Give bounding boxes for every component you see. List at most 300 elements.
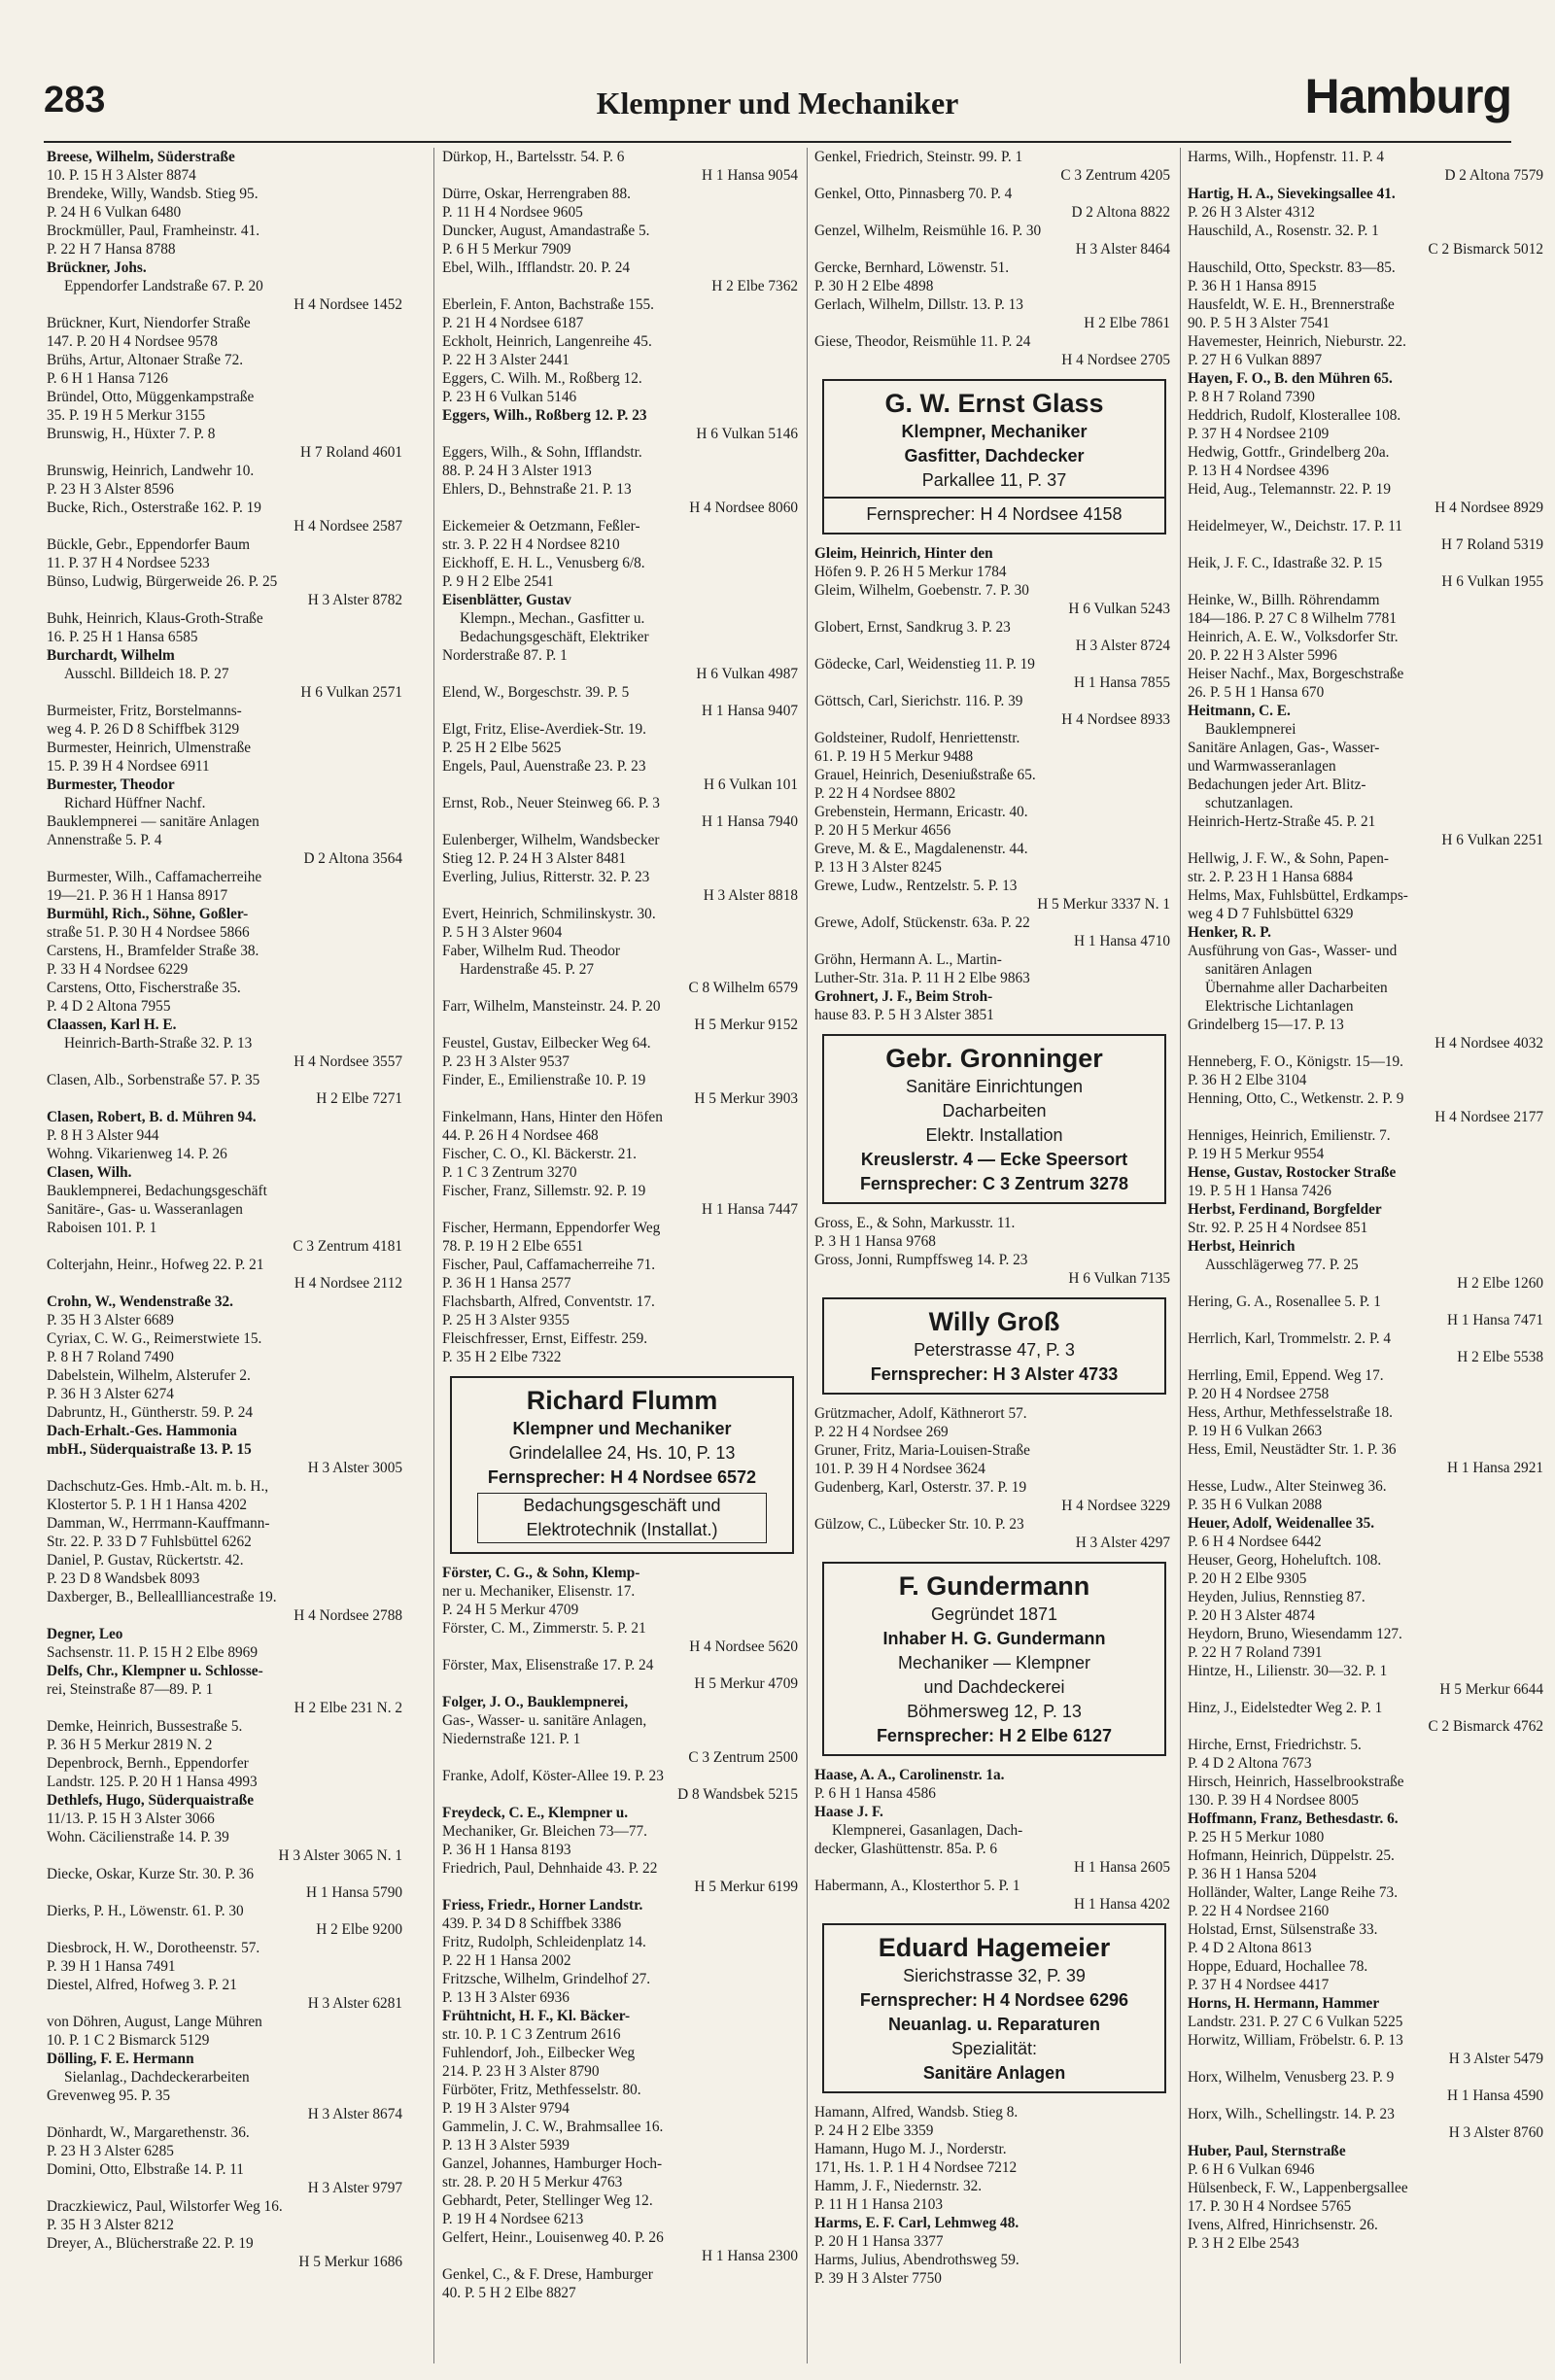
entry-line: H 3 Alster 4297: [1075, 1535, 1170, 1551]
entry-line: H 1 Hansa 4710: [1074, 933, 1170, 949]
entry-line: H 3 Alster 3065 N. 1: [278, 1847, 402, 1864]
entry-name-line: Herbst, Heinrich: [1188, 1238, 1296, 1255]
entry-name-line: Herbst, Ferdinand, Borgfelder: [1188, 1201, 1382, 1218]
entry-line: Hirsch, Heinrich, Hasselbrookstraße: [1188, 1774, 1404, 1790]
entry-line: 19. P. 5 H 1 Hansa 7426: [1188, 1183, 1331, 1199]
entry-line: und Warmwasseranlagen: [1188, 758, 1336, 775]
entry-line: Bedachungen jeder Art. Blitz-: [1188, 776, 1366, 793]
entry-line: H 7 Roland 4601: [300, 444, 402, 461]
entry-line: C 2 Bismarck 4762: [1428, 1718, 1543, 1735]
entry-line: H 6 Vulkan 7135: [1068, 1270, 1170, 1287]
entry-line: Horx, Wilh., Schellingstr. 14. P. 23: [1188, 2106, 1395, 2122]
entry-line: H 3 Alster 5479: [1448, 2051, 1543, 2067]
entry-line: Hofmann, Heinrich, Düppelstr. 25.: [1188, 1847, 1395, 1864]
entry-line: schutzanlagen.: [1205, 795, 1294, 811]
entry-line: P. 39 H 1 Hansa 7491: [47, 1958, 176, 1975]
entry-line: Annenstraße 5. P. 4: [47, 832, 162, 848]
entry-line: Eckholt, Heinrich, Langenreihe 45.: [442, 333, 652, 350]
advertisement-box: [822, 1923, 1166, 2093]
entry-line: Stieg 12. P. 24 H 3 Alster 8481: [442, 850, 627, 867]
entry-name-line: Burchardt, Wilhelm: [47, 647, 175, 664]
entry-line: Fritzsche, Wilhelm, Grindelhof 27.: [442, 1971, 651, 1987]
entry-line: H 3 Alster 6281: [307, 1995, 402, 2012]
entry-line: P. 36 H 5 Merkur 2819 N. 2: [47, 1737, 213, 1753]
entry-line: P. 20 H 5 Merkur 4656: [814, 822, 951, 839]
ad-line: Neuanlag. u. Reparaturen: [887, 2015, 1101, 2034]
entry-line: 17. P. 30 H 4 Nordsee 5765: [1188, 2198, 1352, 2215]
entry-line: H 4 Nordsee 1452: [294, 296, 402, 313]
entry-line: P. 27 H 6 Vulkan 8897: [1188, 352, 1323, 368]
entry-line: 16. P. 25 H 1 Hansa 6585: [47, 629, 198, 645]
entry-line: C 3 Zentrum 4205: [1060, 167, 1170, 184]
entry-line: Everling, Julius, Ritterstr. 32. P. 23: [442, 869, 650, 885]
entry-line: 19—21. P. 36 H 1 Hansa 8917: [47, 887, 228, 904]
entry-line: Raboisen 101. P. 1: [47, 1220, 157, 1236]
column-3: [814, 148, 1174, 2373]
entry-line: Evert, Heinrich, Schmilinskystr. 30.: [442, 906, 656, 922]
entry-line: P. 19 H 6 Vulkan 2663: [1188, 1423, 1323, 1439]
entry-line: Genkel, C., & F. Drese, Hamburger: [442, 2266, 653, 2283]
entry-line: Diesbrock, H. W., Dorotheenstr. 57.: [47, 1940, 260, 1956]
entry-name-line: Burmühl, Rich., Söhne, Goßler-: [47, 906, 249, 922]
entry-line: H 1 Hansa 7447: [702, 1201, 798, 1218]
entry-line: H 6 Vulkan 2251: [1441, 832, 1543, 848]
entry-line: Harms, Julius, Abendrothsweg 59.: [814, 2252, 1019, 2268]
entry-line: Giese, Theodor, Reismühle 11. P. 24: [814, 333, 1031, 350]
entry-line: P. 8 H 7 Roland 7390: [1188, 389, 1315, 405]
entry-line: H 3 Alster 8674: [307, 2106, 402, 2122]
advertisement-box: [822, 1562, 1166, 1756]
entry-line: H 4 Nordsee 2112: [294, 1275, 402, 1292]
entry-line: P. 24 H 5 Merkur 4709: [442, 1602, 579, 1618]
entry-line: 10. P. 15 H 3 Alster 8874: [47, 167, 196, 184]
entry-line: Depenbrock, Bernh., Eppendorfer: [47, 1755, 249, 1772]
entry-line: Herrlich, Karl, Trommelstr. 2. P. 4: [1188, 1330, 1392, 1347]
entry-line: H 5 Merkur 6199: [694, 1879, 798, 1895]
entry-line: P. 20 H 3 Alster 4874: [1188, 1607, 1315, 1624]
entry-line: str. 3. P. 22 H 4 Nordsee 8210: [442, 536, 620, 553]
entry-line: H 1 Hansa 2300: [702, 2248, 798, 2264]
entry-line: Damman, W., Herrmann-Kauffmann-: [47, 1515, 270, 1532]
column-divider: [433, 148, 434, 2363]
ad-title: Gebr. Gronninger: [885, 1044, 1103, 1073]
entry-line: P. 39 H 3 Alster 7750: [814, 2270, 942, 2287]
entry-line: Hülsenbeck, F. W., Lappenbergsallee: [1188, 2180, 1408, 2196]
ad-line: Spezialität:: [950, 2039, 1038, 2058]
ad-line: und Dachdeckerei: [923, 1677, 1065, 1697]
entry-line: Elend, W., Borgeschstr. 39. P. 5: [442, 684, 630, 701]
entry-line: 26. P. 5 H 1 Hansa 670: [1188, 684, 1325, 701]
entry-line: Dreyer, A., Blücherstraße 22. P. 19: [47, 2235, 254, 2252]
entry-line: P. 20 H 2 Elbe 9305: [1188, 1570, 1307, 1587]
entry-line: Helms, Max, Fuhlsbüttel, Erdkamps-: [1188, 887, 1408, 904]
entry-line: Finkelmann, Hans, Hinter den Höfen: [442, 1109, 663, 1125]
entry-line: Genkel, Otto, Pinnasberg 70. P. 4: [814, 186, 1013, 202]
entry-line: 10. P. 1 C 2 Bismarck 5129: [47, 2032, 210, 2049]
entry-line: Sachsenstr. 11. P. 15 H 2 Elbe 8969: [47, 1644, 258, 1661]
entry-line: P. 19 H 4 Nordsee 6213: [442, 2211, 584, 2227]
entry-line: P. 8 H 3 Alster 944: [47, 1127, 159, 1144]
entry-line: Fischer, Hermann, Eppendorfer Weg: [442, 1220, 661, 1236]
entry-name-line: Clasen, Robert, B. d. Mühren 94.: [47, 1109, 257, 1125]
entry-line: Friedrich, Paul, Dehnhaide 43. P. 22: [442, 1860, 658, 1877]
entry-line: Dürre, Oskar, Herrengraben 88.: [442, 186, 631, 202]
entry-line: Bauklempnerei: [1205, 721, 1296, 738]
entry-line: P. 13 H 3 Alster 5939: [442, 2137, 570, 2154]
entry-line: Dönhardt, W., Margarethenstr. 36.: [47, 2124, 250, 2141]
entry-name-line: Dach-Erhalt.-Ges. Hammonia: [47, 1423, 237, 1439]
entry-line: Heydorn, Bruno, Wiesendamm 127.: [1188, 1626, 1402, 1642]
entry-line: Hedwig, Gottfr., Grindelberg 20a.: [1188, 444, 1390, 461]
ad-line: Elektrotechnik (Installat.): [526, 1520, 718, 1539]
ad-line: Gasfitter, Dachdecker: [904, 446, 1085, 466]
entry-line: sanitären Anlagen: [1205, 961, 1313, 978]
entry-line: Luther-Str. 31a. P. 11 H 2 Elbe 9863: [814, 970, 1030, 986]
entry-name-line: Hayen, F. O., B. den Mühren 65.: [1188, 370, 1393, 387]
entry-line: P. 4 D 2 Altona 8613: [1188, 1940, 1312, 1956]
entry-line: Mechaniker, Gr. Bleichen 73—77.: [442, 1823, 647, 1840]
entry-line: Bauklempnerei, Bedachungsgeschäft: [47, 1183, 267, 1199]
entry-line: Holstad, Ernst, Sülsenstraße 33.: [1188, 1921, 1378, 1938]
entry-line: P. 35 H 6 Vulkan 2088: [1188, 1497, 1323, 1513]
entry-name-line: Gleim, Heinrich, Hinter den: [814, 545, 993, 562]
entry-line: Landstr. 125. P. 20 H 1 Hansa 4993: [47, 1774, 258, 1790]
entry-line: H 2 Elbe 1260: [1457, 1275, 1543, 1292]
entry-line: P. 23 H 3 Alster 8596: [47, 481, 174, 498]
entry-line: P. 22 H 7 Roland 7391: [1188, 1644, 1323, 1661]
entry-line: Hauschild, A., Rosenstr. 32. P. 1: [1188, 223, 1379, 239]
entry-line: H 6 Vulkan 2571: [300, 684, 402, 701]
entry-line: P. 30 H 2 Elbe 4898: [814, 278, 934, 294]
entry-line: P. 4 D 2 Altona 7673: [1188, 1755, 1312, 1772]
entry-line: H 6 Vulkan 5146: [696, 426, 798, 442]
entry-name-line: Heitmann, C. E.: [1188, 703, 1291, 719]
entry-line: Heik, J. F. C., Idastraße 32. P. 15: [1188, 555, 1383, 571]
entry-line: 147. P. 20 H 4 Nordsee 9578: [47, 333, 218, 350]
entry-line: P. 37 H 4 Nordsee 4417: [1188, 1977, 1330, 1993]
header-rule: [44, 141, 1511, 143]
column-2: [442, 148, 802, 2373]
page-header: [44, 68, 1511, 136]
entry-line: Grindelberg 15—17. P. 13: [1188, 1017, 1344, 1033]
entry-line: Gas-, Wasser- u. sanitäre Anlagen,: [442, 1712, 647, 1729]
entry-line: H 5 Merkur 9152: [694, 1017, 798, 1033]
entry-name-line: Eisenblätter, Gustav: [442, 592, 571, 608]
entry-line: P. 20 H 4 Nordsee 2758: [1188, 1386, 1330, 1402]
entry-line: Bründel, Otto, Müggenkampstraße: [47, 389, 255, 405]
entry-line: P. 11 H 4 Nordsee 9605: [442, 204, 583, 221]
entry-line: P. 25 H 3 Alster 9355: [442, 1312, 570, 1328]
entry-line: Brunswig, Heinrich, Landwehr 10.: [47, 463, 255, 479]
entry-line: Burmester, Wilh., Caffamacherreihe: [47, 869, 262, 885]
entry-name-line: Claassen, Karl H. E.: [47, 1017, 177, 1033]
ad-line: Fernsprecher: C 3 Zentrum 3278: [859, 1174, 1129, 1193]
entry-line: Heinke, W., Billh. Röhrendamm: [1188, 592, 1380, 608]
ad-line: Inhaber H. G. Gundermann: [882, 1629, 1106, 1648]
entry-line: P. 22 H 4 Nordsee 8802: [814, 785, 956, 802]
entry-line: Ausschl. Billdeich 18. P. 27: [64, 666, 229, 682]
entry-line: Hellwig, J. F. W., & Sohn, Papen-: [1188, 850, 1389, 867]
entry-line: Hamann, Hugo M. J., Norderstr.: [814, 2141, 1007, 2157]
entry-line: Hintze, H., Lilienstr. 30—32. P. 1: [1188, 1663, 1388, 1679]
entry-line: Norderstraße 87. P. 1: [442, 647, 568, 664]
entry-line: Grauel, Heinrich, Deseniußstraße 65.: [814, 767, 1036, 783]
entry-line: Gammelin, J. C. W., Brahmsallee 16.: [442, 2119, 664, 2135]
entry-line: Ehlers, D., Behnstraße 21. P. 13: [442, 481, 632, 498]
ad-title: G. W. Ernst Glass: [884, 389, 1104, 418]
entry-line: Grützmacher, Adolf, Käthnerort 57.: [814, 1405, 1027, 1422]
entry-line: Hess, Arthur, Methfesselstraße 18.: [1188, 1404, 1393, 1421]
entry-line: Dierks, P. H., Löwenstr. 61. P. 30: [47, 1903, 244, 1919]
entry-line: H 4 Nordsee 3557: [294, 1053, 402, 1070]
entry-line: Eickemeier & Oetzmann, Feßler-: [442, 518, 640, 535]
entry-line: Faber, Wilhelm Rud. Theodor: [442, 943, 621, 959]
entry-line: Herrling, Emil, Eppend. Weg 17.: [1188, 1367, 1384, 1384]
entry-name-line: Breese, Wilhelm, Süderstraße: [47, 149, 235, 165]
entry-line: D 2 Altona 8822: [1071, 204, 1170, 221]
advertisement-box: [822, 1034, 1166, 1204]
entry-line: Elgt, Fritz, Elise-Averdiek-Str. 19.: [442, 721, 647, 738]
ad-line: Peterstrasse 47, P. 3: [914, 1340, 1075, 1360]
entry-line: Cyriax, C. W. G., Reimerstwiete 15.: [47, 1330, 262, 1347]
entry-name-line: Dethlefs, Hugo, Süderquaistraße: [47, 1792, 255, 1809]
entry-line: H 1 Hansa 4590: [1447, 2087, 1543, 2104]
entry-line: Fischer, C. O., Kl. Bäckerstr. 21.: [442, 1146, 637, 1162]
ad-line: Elektr. Installation: [925, 1125, 1063, 1145]
entry-line: P. 6 H 5 Merkur 7909: [442, 241, 571, 258]
entry-line: Gödecke, Carl, Weidenstieg 11. P. 19: [814, 656, 1035, 673]
entry-line: P. 26 H 3 Alster 4312: [1188, 204, 1315, 221]
entry-line: Richard Hüffner Nachf.: [64, 795, 206, 811]
entry-line: P. 36 H 3 Alster 6274: [47, 1386, 174, 1402]
entry-line: Clasen, Alb., Sorbenstraße 57. P. 35: [47, 1072, 260, 1088]
ad-line: Parkallee 11, P. 37: [921, 470, 1067, 490]
entry-name-line: Haase J. F.: [814, 1804, 883, 1820]
entry-line: P. 35 H 3 Alster 6689: [47, 1312, 174, 1328]
entry-name-line: Harms, E. F. Carl, Lehmweg 48.: [814, 2215, 1019, 2231]
entry-line: Hoppe, Eduard, Hochallee 78.: [1188, 1958, 1368, 1975]
ad-line: Klempner, Mechaniker: [901, 422, 1088, 441]
entry-line: Hausfeldt, W. E. H., Brennerstraße: [1188, 296, 1395, 313]
entry-line: P. 3 H 2 Elbe 2543: [1188, 2235, 1299, 2252]
entry-name-line: Delfs, Chr., Klempner u. Schlosse-: [47, 1663, 263, 1679]
entry-line: H 4 Nordsee 4032: [1434, 1035, 1543, 1052]
entry-line: P. 19 H 5 Merkur 9554: [1188, 1146, 1325, 1162]
entry-line: Grewe, Adolf, Stückenstr. 63a. P. 22: [814, 914, 1030, 931]
entry-line: 101. P. 39 H 4 Nordsee 3624: [814, 1461, 985, 1477]
entry-line: decker, Glashüttenstr. 85a. P. 6: [814, 1841, 998, 1857]
entry-name-line: Clasen, Wilh.: [47, 1164, 132, 1181]
entry-line: P. 1 C 3 Zentrum 3270: [442, 1164, 577, 1181]
entry-line: Str. 22. P. 33 D 7 Fuhlsbüttel 6262: [47, 1534, 252, 1550]
entry-line: P. 36 H 1 Hansa 5204: [1188, 1866, 1317, 1882]
ad-line: Sierichstrasse 32, P. 39: [903, 1966, 1086, 1985]
entry-line: hause 83. P. 5 H 3 Alster 3851: [814, 1007, 994, 1023]
entry-line: Fleischfresser, Ernst, Eiffestr. 259.: [442, 1330, 648, 1347]
entry-line: H 2 Elbe 5538: [1457, 1349, 1543, 1365]
entry-line: 20. P. 22 H 3 Alster 5996: [1188, 647, 1337, 664]
entry-name-line: Horns, H. Hermann, Hammer: [1188, 1995, 1380, 2012]
entry-line: H 1 Hansa 9054: [702, 167, 798, 184]
entry-line: P. 20 H 1 Hansa 3377: [814, 2233, 944, 2250]
entry-line: Ernst, Rob., Neuer Steinweg 66. P. 3: [442, 795, 660, 811]
advertisement-box: [450, 1376, 794, 1554]
entry-line: H 1 Hansa 9407: [702, 703, 798, 719]
entry-line: Eickhoff, E. H. L., Venusberg 6/8.: [442, 555, 645, 571]
ad-line: Sanitäre Anlagen: [922, 2063, 1066, 2083]
entry-line: 214. P. 23 H 3 Alster 8790: [442, 2063, 600, 2080]
ad-line: Fernsprecher: H 4 Nordsee 6296: [859, 1990, 1129, 2010]
entry-line: Sanitäre Anlagen, Gas-, Wasser-: [1188, 740, 1380, 756]
entry-line: H 3 Alster 8724: [1075, 638, 1170, 654]
entry-line: H 6 Vulkan 4987: [696, 666, 798, 682]
entry-line: 11/13. P. 15 H 3 Alster 3066: [47, 1811, 215, 1827]
entry-line: P. 22 H 3 Alster 2441: [442, 352, 570, 368]
entry-line: H 3 Alster 8818: [703, 887, 798, 904]
entry-line: H 4 Nordsee 8933: [1061, 711, 1170, 728]
entry-line: P. 22 H 4 Nordsee 269: [814, 1424, 949, 1440]
entry-line: P. 9 H 2 Elbe 2541: [442, 573, 554, 590]
entry-line: Gross, Jonni, Rumpffsweg 14. P. 23: [814, 1252, 1028, 1268]
entry-line: P. 24 H 6 Vulkan 6480: [47, 204, 182, 221]
entry-line: weg 4 D 7 Fuhlsbüttel 6329: [1188, 906, 1354, 922]
entry-line: Hamann, Alfred, Wandsb. Stieg 8.: [814, 2104, 1019, 2121]
entry-line: Hess, Emil, Neustädter Str. 1. P. 36: [1188, 1441, 1397, 1458]
entry-line: Hesse, Ludw., Alter Steinweg 36.: [1188, 1478, 1387, 1495]
entry-line: H 4 Nordsee 8060: [689, 500, 798, 516]
entry-line: H 1 Hansa 5790: [306, 1884, 402, 1901]
entry-line: Hering, G. A., Rosenallee 5. P. 1: [1188, 1293, 1381, 1310]
ad-line: Kreuslerstr. 4 — Ecke Speersort: [860, 1150, 1128, 1169]
entry-line: str. 2. P. 23 H 1 Hansa 6884: [1188, 869, 1353, 885]
entry-line: Eppendorfer Landstraße 67. P. 20: [64, 278, 263, 294]
entry-line: P. 3 H 1 Hansa 9768: [814, 1233, 936, 1250]
entry-line: Farr, Wilhelm, Mansteinstr. 24. P. 20: [442, 998, 661, 1015]
entry-line: Höfen 9. P. 26 H 5 Merkur 1784: [814, 564, 1007, 580]
entry-name-line: Freydeck, C. E., Klempner u.: [442, 1805, 629, 1821]
entry-line: 35. P. 19 H 5 Merkur 3155: [47, 407, 206, 424]
ad-title: Willy Groß: [928, 1307, 1060, 1336]
entry-name-line: Hense, Gustav, Rostocker Straße: [1188, 1164, 1397, 1181]
entry-line: Grewe, Ludw., Rentzelstr. 5. P. 13: [814, 878, 1018, 894]
entry-line: Habermann, A., Klosterthor 5. P. 1: [814, 1878, 1020, 1894]
entry-line: H 2 Elbe 7271: [316, 1090, 402, 1107]
entry-line: Göttsch, Carl, Sierichstr. 116. P. 39: [814, 693, 1023, 709]
ad-line: Mechaniker — Klempner: [897, 1653, 1091, 1673]
entry-line: 61. P. 19 H 5 Merkur 9488: [814, 748, 974, 765]
entry-line: P. 37 H 4 Nordsee 2109: [1188, 426, 1330, 442]
entry-line: C 3 Zentrum 2500: [688, 1749, 798, 1766]
page-title: Klempner und Mechaniker: [596, 86, 959, 121]
entry-line: 88. P. 24 H 3 Alster 1913: [442, 463, 592, 479]
ad-title: Richard Flumm: [526, 1386, 718, 1415]
entry-line: Eggers, Wilh., & Sohn, Ifflandstr.: [442, 444, 642, 461]
entry-line: D 8 Wandsbek 5215: [677, 1786, 798, 1803]
entry-line: Diestel, Alfred, Hofweg 3. P. 21: [47, 1977, 237, 1993]
entry-line: H 2 Elbe 9200: [316, 1921, 402, 1938]
ad-line: Dacharbeiten: [942, 1101, 1047, 1121]
ad-line: Bedachungsgeschäft und: [523, 1496, 721, 1515]
entry-line: P. 24 H 2 Elbe 3359: [814, 2122, 934, 2139]
entry-line: Colterjahn, Heinr., Hofweg 22. P. 21: [47, 1257, 264, 1273]
entry-line: P. 22 H 7 Hansa 8788: [47, 241, 176, 258]
entry-line: Heidelmeyer, W., Deichstr. 17. P. 11: [1188, 518, 1403, 535]
ad-line: Böhmersweg 12, P. 13: [907, 1702, 1082, 1721]
entry-line: Heuser, Georg, Hoheluftch. 108.: [1188, 1552, 1382, 1569]
column-4: [1188, 148, 1547, 2373]
entry-line: P. 35 H 2 Elbe 7322: [442, 1349, 562, 1365]
entry-line: Demke, Heinrich, Bussestraße 5.: [47, 1718, 243, 1735]
entry-line: Gerlach, Wilhelm, Dillstr. 13. P. 13: [814, 296, 1023, 313]
entry-line: Henneberg, F. O., Königstr. 15—19.: [1188, 1053, 1403, 1070]
entry-line: Brückner, Kurt, Niendorfer Straße: [47, 315, 251, 331]
entry-line: Dürkop, H., Bartelsstr. 54. P. 6: [442, 149, 625, 165]
entry-line: 40. P. 5 H 2 Elbe 8827: [442, 2285, 576, 2301]
entry-line: Daxberger, B., Belleallliancestraße 19.: [47, 1589, 277, 1605]
ad-line: Sanitäre Einrichtungen: [905, 1077, 1084, 1096]
entry-line: Grebenstein, Hermann, Ericastr. 40.: [814, 804, 1028, 820]
entry-line: P. 13 H 4 Nordsee 4396: [1188, 463, 1330, 479]
entry-name-line: Hoffmann, Franz, Bethesdastr. 6.: [1188, 1811, 1399, 1827]
city-heading: Hamburg: [1304, 69, 1511, 123]
ad-title: F. Gundermann: [898, 1571, 1090, 1601]
entry-line: Greve, M. & E., Magdalenenstr. 44.: [814, 841, 1028, 857]
entry-line: H 3 Alster 8760: [1448, 2124, 1543, 2141]
entry-line: H 1 Hansa 7855: [1074, 674, 1170, 691]
entry-line: Wohn. Cäcilienstraße 14. P. 39: [47, 1829, 229, 1845]
entry-line: Heinrich, A. E. W., Volksdorfer Str.: [1188, 629, 1399, 645]
entry-line: H 3 Alster 3005: [307, 1460, 402, 1476]
entry-line: P. 25 H 5 Merkur 1080: [1188, 1829, 1325, 1845]
entry-line: H 4 Nordsee 3229: [1061, 1498, 1170, 1514]
entry-name-line: Henker, R. P.: [1188, 924, 1271, 941]
entry-line: 184—186. P. 27 C 8 Wilhelm 7781: [1188, 610, 1397, 627]
entry-line: Harms, Wilh., Hopfenstr. 11. P. 4: [1188, 149, 1385, 165]
entry-line: Ganzel, Johannes, Hamburger Hoch-: [442, 2156, 663, 2172]
entry-line: Hamm, J. F., Niedernstr. 32.: [814, 2178, 983, 2194]
entry-line: Hirche, Ernst, Friedrichstr. 5.: [1188, 1737, 1362, 1753]
entry-line: Genzel, Wilhelm, Reismühle 16. P. 30: [814, 223, 1042, 239]
entry-line: P. 36 H 1 Hansa 8915: [1188, 278, 1317, 294]
entry-line: Hardenstraße 45. P. 27: [460, 961, 595, 978]
entry-line: Gruner, Fritz, Maria-Louisen-Straße: [814, 1442, 1030, 1459]
entry-line: str. 28. P. 20 H 5 Merkur 4763: [442, 2174, 623, 2190]
entry-line: P. 6 H 4 Nordsee 6442: [1188, 1534, 1322, 1550]
entry-line: Goldsteiner, Rudolf, Henriettenstr.: [814, 730, 1020, 746]
ad-line: Klempner und Mechaniker: [512, 1419, 732, 1438]
entry-line: Wohng. Vikarienweg 14. P. 26: [47, 1146, 227, 1162]
entry-line: P. 21 H 4 Nordsee 6187: [442, 315, 584, 331]
entry-line: Sielanlag., Dachdeckerarbeiten: [64, 2069, 250, 2086]
entry-line: Genkel, Friedrich, Steinstr. 99. P. 1: [814, 149, 1023, 165]
entry-line: Niedernstraße 121. P. 1: [442, 1731, 581, 1747]
column-1: [47, 148, 406, 2373]
entry-line: Domini, Otto, Elbstraße 14. P. 11: [47, 2161, 244, 2178]
entry-name-line: Huber, Paul, Sternstraße: [1188, 2143, 1346, 2159]
entry-line: Elektrische Lichtanlagen: [1205, 998, 1354, 1015]
entry-line: P. 13 H 3 Alster 6936: [442, 1989, 570, 2006]
ad-line: Fernsprecher: H 4 Nordsee 4158: [866, 504, 1123, 524]
entry-line: H 5 Merkur 4709: [694, 1675, 798, 1692]
entry-line: H 4 Nordsee 2587: [294, 518, 402, 535]
entry-line: Fürböter, Fritz, Methfesselstr. 80.: [442, 2082, 641, 2098]
entry-line: Burmeister, Fritz, Borstelmanns-: [47, 703, 242, 719]
entry-line: H 5 Merkur 3337 N. 1: [1037, 896, 1170, 913]
entry-line: Klempnerei, Gasanlagen, Dach-: [832, 1822, 1023, 1839]
entry-line: Förster, Max, Elisenstraße 17. P. 24: [442, 1657, 654, 1673]
entry-line: Bedachungsgeschäft, Elektriker: [460, 629, 649, 645]
ad-title: Eduard Hagemeier: [878, 1933, 1111, 1962]
